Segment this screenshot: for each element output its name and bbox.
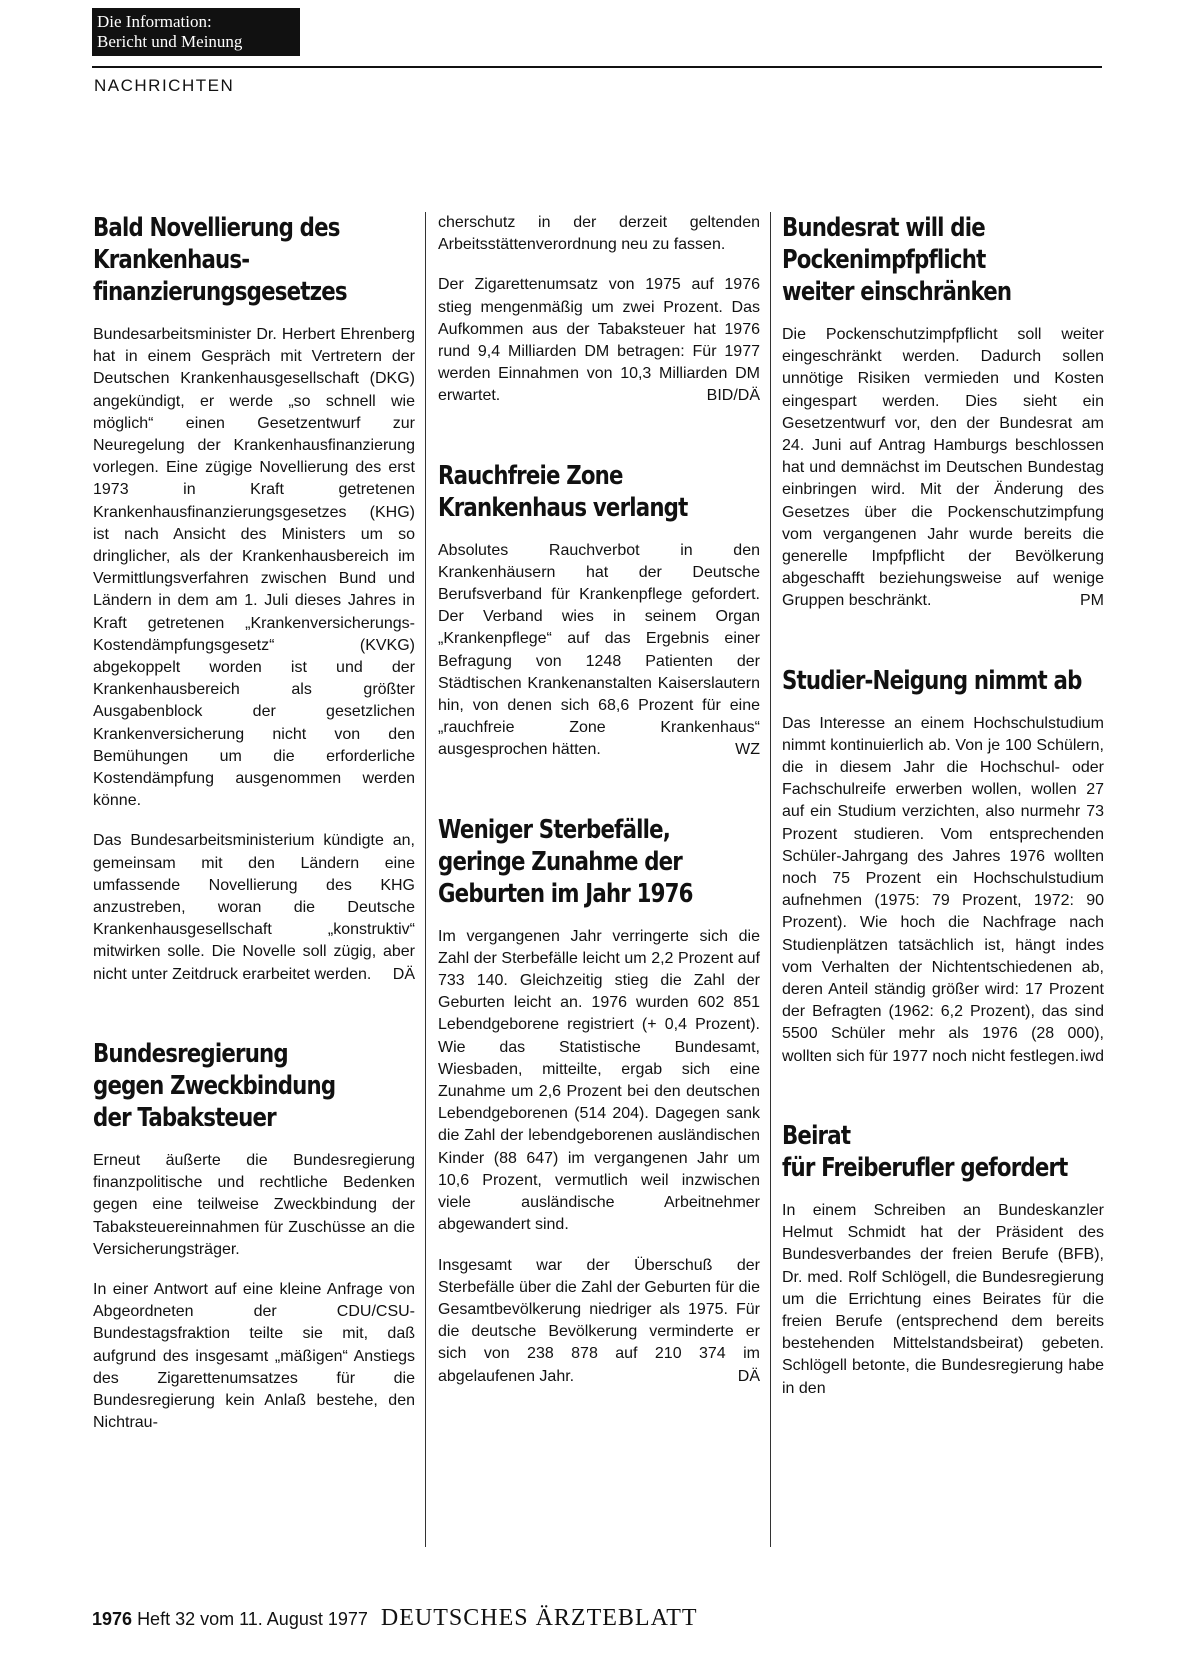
- author-sign: DÄ: [392, 965, 415, 983]
- article-paragraph: [438, 274, 760, 407]
- article-paragraph: Im vergangenen Jahr verringerte sich die Zahl der Sterbefälle leicht um 2,2 Prozent auf 733 140. Gleichzeitig stieg die Zahl der Geburten leicht an. 1976 wurden 602 851 Lebendgeborene registriert (+ 0,4 Prozent). Wie das Statistische Bundesamt, Wiesbaden, mitteilte, ergab sich eine Zunahme um 2,6 Prozent bei den deutschen Lebendgeborenen (514 204). Dagegen sank die Zahl der lebendgeborenen ausländischen Kinder (88 647) im vergangenen Jahr um 10,6 Prozent, vermutlich weil inzwischen viele ausländische Arbeitnehmer abgewandert sind.: [438, 927, 760, 1234]
- article-title: [782, 665, 1082, 697]
- article-studier-neigung: [782, 665, 1104, 1068]
- page-footer: [92, 1605, 698, 1632]
- author-sign: DÄ: [737, 1367, 760, 1385]
- article-paragraph: [93, 830, 415, 985]
- author-sign: PM: [1080, 592, 1104, 610]
- column-3: [782, 212, 1104, 1418]
- title-line: Bundesrat will die: [782, 213, 985, 243]
- article-title: [93, 212, 357, 308]
- article-paragraph: In einem Schreiben an Bundeskanzler Helmut Schmidt hat der Präsident des Bundesverbandes der freien Berufe (BFB), Dr. med. Rolf Schlögell, die Bundesregierung um die Errichtung eines Beirates für die freien Berufe (entsprechend dem bereits bestehenden Mittelstandsbeirat) gebeten. Schlögell betonte, die Bundesregierung habe in den: [782, 1201, 1104, 1397]
- title-line: finanzierungsgesetzes: [93, 277, 347, 307]
- issue-info: Heft 32 vom 11. August 1977: [137, 1609, 368, 1629]
- column-1: [93, 212, 415, 1452]
- title-line: Bundesregierung: [93, 1038, 288, 1069]
- article-krankenhausfinanzierung: [93, 212, 415, 986]
- article-title: [438, 460, 702, 524]
- badge-line-2: Bericht und Meinung: [97, 32, 243, 51]
- article-paragraph: Bundesarbeitsminister Dr. Herbert Ehrenberg hat in einem Gespräch mit Vertretern der Deutschen Krankenhausgesellschaft (DKG) angekündigt, er werde „so schnell wie möglich“ einen Gesetzentwurf zur Neuregelung der Krankenhausfinanzierung vorlegen. Eine zügige Novellierung des erst 1973 in Kraft getretenen Krankenhausfinanzierungsgesetzes (KHG) ist nach Ansicht des Ministers um so dringlicher, als der Krankenhausbereich im Vermittlungsverfahren zwischen Bund und Ländern in dem am 1. Juli dieses Jahres in Kraft getretenen „Krankenversicherungs-Kostendämpfungsgesetz“ (KVKG) abgekoppelt worden ist und der Krankenhausbereich als größter Ausgabenblock der gesetzlichen Krankenversicherung nicht von den Bemühungen um die erforderliche Kostendämpfung ausgenommen werden könne.: [93, 326, 415, 810]
- author-sign: iwd: [1079, 1047, 1104, 1065]
- article-sterbefaelle: [438, 814, 760, 1388]
- section-badge: [92, 8, 300, 56]
- author-sign: BID/DÄ: [706, 387, 760, 405]
- article-tabaksteuer: [93, 1038, 415, 1434]
- paragraph-text: Der Zigarettenumsatz von 1975 auf 1976 stieg mengenmäßig um zwei Prozent. Das Aufkommen aus der Tabaksteuer hat 1976 rund 9,4 Milliarden DM betragen: Für 1977 werden Einnahmen von 10,3 Milliarden DM erwartet.: [438, 276, 760, 405]
- title-line: Weniger Sterbefälle,: [438, 814, 671, 845]
- title-line: Krankenhaus verlangt: [438, 492, 688, 523]
- article-paragraph: [782, 713, 1104, 1068]
- journal-name: DEUTSCHES ÄRZTEBLATT: [380, 1605, 698, 1631]
- article-rauchfreie-zone: [438, 460, 760, 762]
- column-divider-2: [770, 212, 771, 1547]
- title-line: Beirat: [782, 1120, 851, 1151]
- article-title: [782, 1120, 1068, 1184]
- article-title: [438, 814, 702, 910]
- author-sign: WZ: [735, 741, 760, 759]
- title-line: der Tabaksteuer: [93, 1102, 276, 1133]
- title-line: weiter einschränken: [782, 277, 1012, 307]
- badge-line-1: Die Information:: [97, 12, 212, 31]
- header-rule: [92, 66, 1102, 68]
- article-pockenimpfpflicht: [782, 212, 1104, 613]
- article-title: [93, 1038, 357, 1134]
- article-title: [782, 212, 1046, 308]
- title-line: Bald Novellierung des: [93, 213, 340, 243]
- article-paragraph: [438, 540, 760, 762]
- paragraph-text: Insgesamt war der Überschuß der Sterbefälle über die Zahl der Geburten für die Gesamtbevölkerung niedriger als 1975. Für die deutsche Bevölkerung verminderte er sich von 238 878 auf 210 374 im abgelaufenen Jahr.: [438, 1256, 760, 1385]
- title-line: Pockenimpfpflicht: [782, 245, 986, 275]
- title-line: Studier-Neigung nimmt ab: [782, 665, 1082, 696]
- title-line: Rauchfreie Zone: [438, 460, 623, 491]
- article-paragraph: [438, 1255, 760, 1388]
- section-label: NACHRICHTEN: [94, 76, 235, 95]
- column-divider-1: [425, 212, 426, 1547]
- paragraph-text: Absolutes Rauchverbot in den Krankenhäusern hat der Deutsche Berufsverband für Krankenpflege gefordert. Der Verband wies in seinem Organ „Krankenpflege“ auf das Ergebnis einer Befragung von 1248 Patienten der Städtischen Krankenanstalten Kaiserslautern hin, von denen sich 68,6 Prozent für eine „rauchfreie Zone Krankenhaus“ ausgesprochen hätten.: [438, 541, 760, 759]
- article-paragraph: cherschutz in der derzeit geltenden Arbeitsstättenverordnung neu zu fassen.: [438, 214, 760, 254]
- title-line: geringe Zunahme der: [438, 846, 683, 877]
- column-2: [438, 212, 760, 1406]
- article-paragraph: [782, 324, 1104, 613]
- paragraph-text: Die Pockenschutzimpfpflicht soll weiter eingeschränkt werden. Dadurch sollen unnötige Risiken vermieden und Kosten eingespart werden. Dies sieht ein Gesetzentwurf vor, den der Bundesrat am 24. Juni auf Antrag Hamburgs beschlossen hat und demnächst im Deutschen Bundestag einbringen wird. Mit der Änderung des Gesetzes über die Pockenschutzimpfung vom vergangenen Jahr wurde bereits die generelle Impfpflicht der Bevölkerung abgeschafft beziehungsweise auf wenige Gruppen beschränkt.: [782, 326, 1104, 610]
- page-number: 1976: [92, 1609, 133, 1629]
- paragraph-text: Das Interesse an einem Hochschulstudium nimmt kontinuierlich ab. Von je 100 Schülern, die in diesem Jahr die Hochschul- oder Fachschulreife erwerben wollen, wollen 27 auf ein Studium verzichten, also nurmehr 73 Prozent studieren. Vom entsprechenden Schüler-Jahrgang des Jahres 1976 wollten noch 75 Prozent ein Hochschulstudium aufnehmen (1975: 79 Prozent, 1972: 90 Prozent). Wie hoch die Nachfrage nach Studienplätzen tatsächlich ist, hängt indes vom Verhalten der Nichtentschiedenen ab, deren Anteil ständig größer wird: 17 Prozent der Befragten (1962: 6,2 Prozent), das sind 5500 Schüler mehr als 1976 (28 000), wollten sich für 1977 noch nicht festlegen.: [782, 714, 1104, 1065]
- paragraph-text: Das Bundesarbeitsministerium kündigte an, gemeinsam mit den Ländern eine umfassende Novellierung des KHG anzustreben, woran die Deutsche Krankenhausgesellschaft „konstruktiv“ mitwirken solle. Die Novelle soll zügig, aber nicht unter Zeitdruck erarbeitet werden.: [93, 832, 415, 983]
- title-line: gegen Zweckbindung: [93, 1070, 336, 1101]
- article-paragraph: Erneut äußerte die Bundesregierung finanzpolitische und rechtliche Bedenken gegen eine teilweise Zweckbindung der Tabaksteuereinnahmen für Zuschüsse an die Versicherungsträger.: [93, 1151, 415, 1258]
- title-line: für Freiberufler gefordert: [782, 1152, 1068, 1183]
- article-paragraph: In einer Antwort auf eine kleine Anfrage von Abgeordneten der CDU/CSU-Bundestagsfraktion teilte sie mit, daß aufgrund des insgesamt „mäßigen“ Anstiegs des Zigarettenumsatzes für die Bundesregierung kein Anlaß bestehe, den Nichtrau-: [93, 1280, 415, 1432]
- title-line: Geburten im Jahr 1976: [438, 878, 693, 909]
- title-line: Krankenhaus-: [93, 245, 250, 275]
- article-beirat-freiberufler: [782, 1120, 1104, 1400]
